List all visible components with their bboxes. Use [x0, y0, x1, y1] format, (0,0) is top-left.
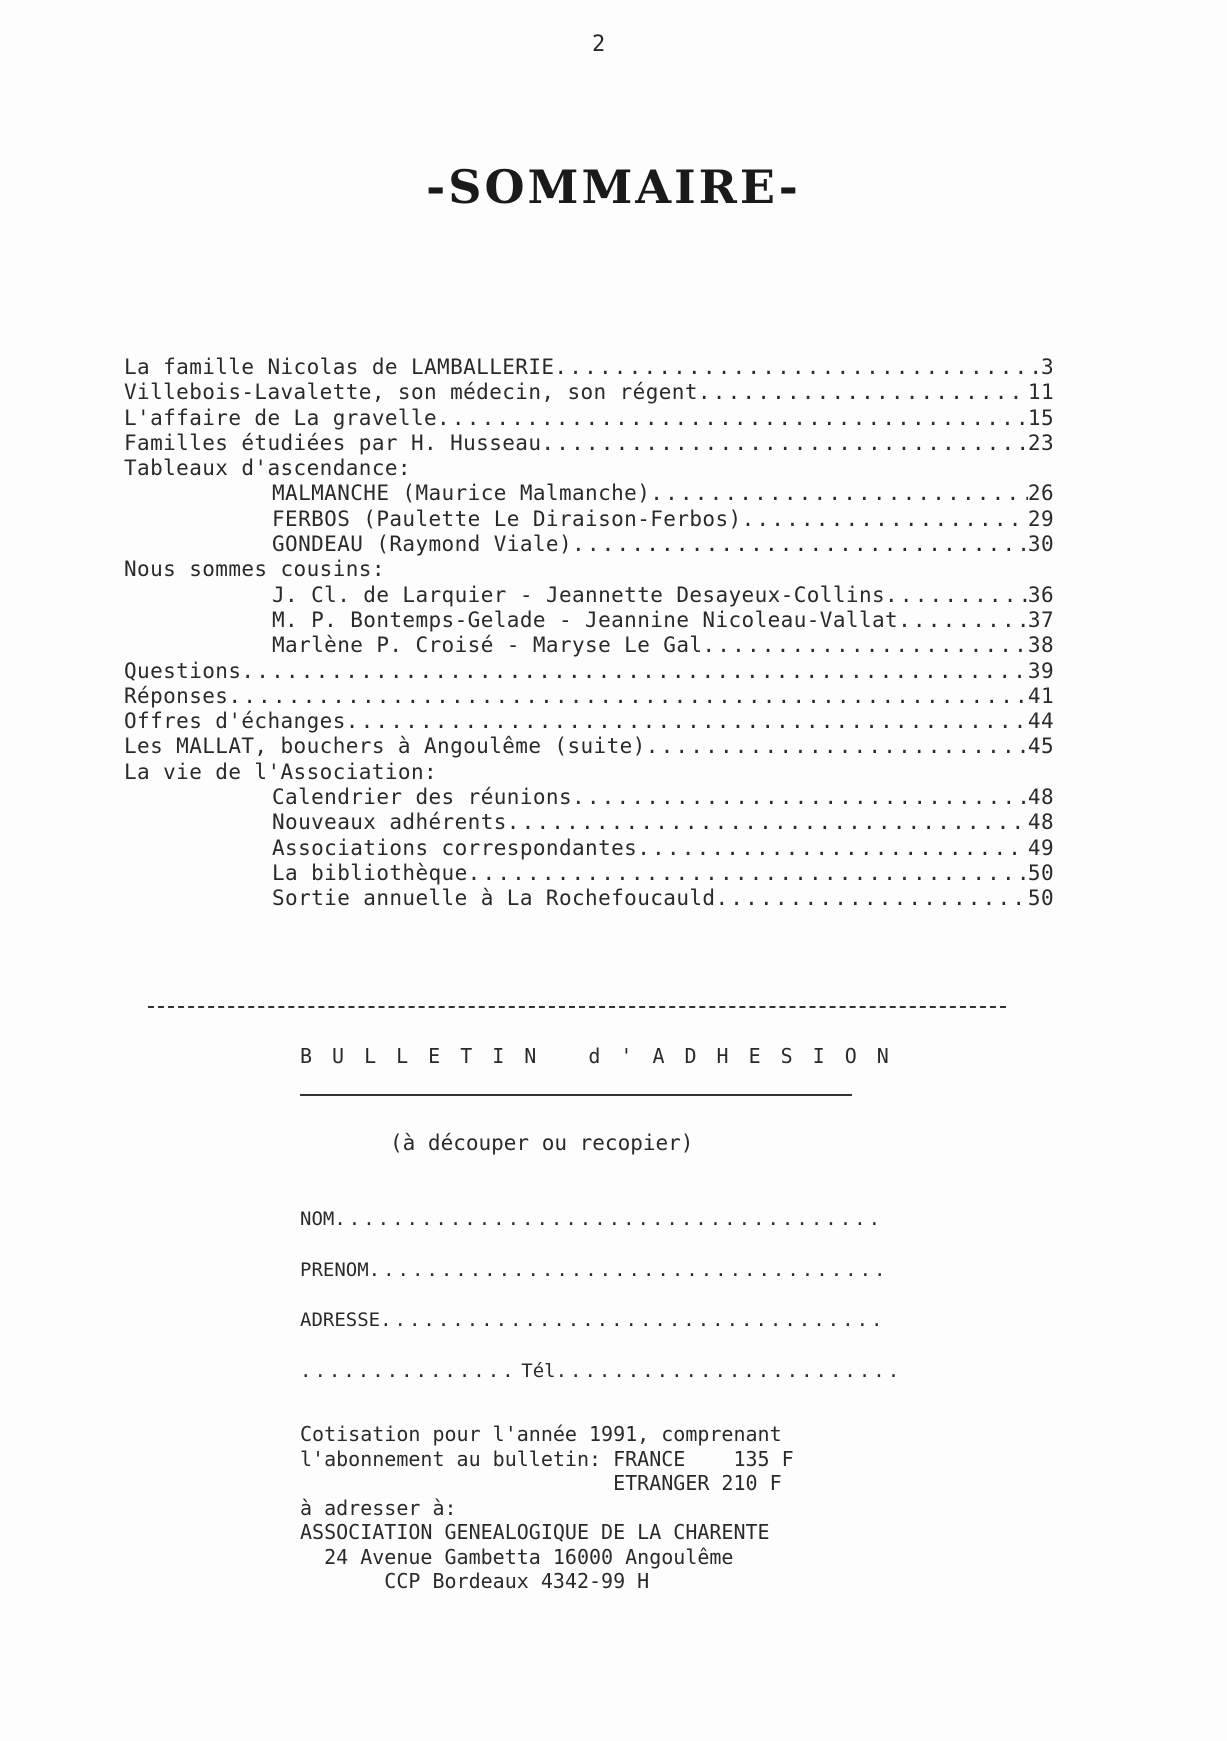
toc-entry-label: La bibliothèque — [272, 860, 468, 885]
toc-leader-dots — [437, 406, 1028, 431]
toc-leader-dots — [554, 355, 1041, 380]
nom-field[interactable] — [300, 1208, 882, 1230]
cut-line — [148, 1006, 1006, 1008]
table-of-contents — [124, 355, 1054, 912]
toc-entry-label: L'affaire de La gravelle — [124, 405, 438, 430]
toc-entry — [124, 380, 1054, 405]
toc-entry-page: 15 — [1027, 405, 1054, 430]
toc-entry-label: Associations correspondantes — [272, 835, 638, 860]
toc-entry-label: Calendrier des réunions — [272, 785, 572, 810]
adresse-dotted-line — [380, 1309, 882, 1331]
toc-leader-dots — [468, 861, 1028, 886]
toc-entry-page: 41 — [1027, 683, 1054, 708]
toc-entry — [124, 734, 1054, 759]
toc-leader-dots — [228, 684, 1028, 709]
nom-label: NOM — [300, 1208, 335, 1230]
toc-entry — [124, 481, 1054, 506]
prenom-field[interactable] — [300, 1259, 882, 1281]
toc-leader-dots — [507, 810, 1028, 835]
prenom-label: PRENOM — [300, 1259, 369, 1281]
toc-entry-page: 49 — [1027, 835, 1054, 860]
toc-entry — [124, 608, 1054, 633]
toc-entry-label: Familles étudiées par H. Husseau — [124, 430, 542, 455]
toc-leader-dots — [742, 507, 1028, 532]
cotisation-line: CCP Bordeaux 4342-99 H — [300, 1569, 650, 1593]
page-title: -SOMMAIRE- — [426, 160, 801, 214]
toc-leader-dots — [885, 583, 1028, 608]
toc-entry — [124, 785, 1054, 810]
toc-leader-dots — [650, 481, 1028, 506]
toc-entry — [124, 810, 1054, 835]
nom-dotted-line — [334, 1208, 882, 1230]
cotisation-line: ETRANGER 210 F — [300, 1471, 782, 1495]
toc-entry-label: Nouveaux adhérents — [272, 810, 507, 835]
toc-leader-dots — [637, 836, 1028, 861]
toc-leader-dots — [702, 633, 1027, 658]
toc-entry-page: 37 — [1027, 607, 1054, 632]
toc-entry-page: 39 — [1027, 658, 1054, 683]
form-title: BULLETIN d'ADHESION — [300, 1044, 909, 1068]
toc-entry-page: 44 — [1027, 709, 1054, 734]
form-subtitle: (à découper ou recopier) — [390, 1131, 694, 1155]
adresse-field[interactable] — [300, 1309, 882, 1331]
toc-entry — [124, 886, 1054, 911]
toc-entry — [124, 355, 1054, 380]
toc-entry-label: Villebois-Lavalette, son médecin, son régent — [124, 380, 698, 405]
toc-entry-label: Questions — [124, 658, 242, 683]
toc-entry-page: 3 — [1040, 355, 1054, 379]
toc-entry-label: J. Cl. de Larquier - Jeannette Desayeux-Collins — [272, 582, 886, 607]
toc-entry-page: 50 — [1027, 860, 1054, 885]
toc-leader-dots — [541, 431, 1028, 456]
toc-entry — [124, 684, 1054, 709]
page-number: 2 — [592, 32, 606, 57]
toc-entry — [124, 431, 1054, 456]
toc-entry-label: M. P. Bontemps-Gelade - Jeannine Nicoleau-Vallat — [272, 607, 899, 632]
adresse-label: ADRESSE — [300, 1309, 381, 1331]
toc-entry — [124, 532, 1054, 557]
toc-entry-page: 36 — [1027, 582, 1054, 607]
toc-entry — [124, 760, 1054, 785]
toc-entry-label: Marlène P. Croisé - Maryse Le Gal — [272, 633, 703, 658]
toc-entry — [124, 456, 1054, 481]
toc-entry — [124, 557, 1054, 582]
toc-entry — [124, 861, 1054, 886]
toc-entry-label: La famille Nicolas de LAMBALLERIE — [124, 355, 555, 379]
toc-leader-dots — [572, 532, 1028, 557]
toc-entry-label: La vie de l'Association: — [124, 759, 438, 784]
address-line-2-dotted-line — [300, 1360, 521, 1382]
toc-entry-page: 38 — [1027, 633, 1054, 658]
toc-entry-page: 11 — [1027, 380, 1054, 405]
toc-leader-dots — [698, 380, 1028, 405]
toc-leader-dots — [898, 608, 1028, 633]
toc-entry-label: Nous sommes cousins: — [124, 557, 385, 582]
cotisation-line: l'abonnement au bulletin: FRANCE 135 F — [300, 1446, 794, 1471]
toc-entry-label: Offres d'échanges — [124, 709, 346, 734]
toc-entry-label: MALMANCHE (Maurice Malmanche) — [272, 481, 651, 506]
toc-entry-label: Les MALLAT, bouchers à Angoulême (suite) — [124, 734, 646, 759]
toc-entry — [124, 507, 1054, 532]
toc-entry-label: Sortie annuelle à La Rochefoucauld — [272, 886, 716, 911]
toc-entry-label: FERBOS (Paulette Le Diraison-Ferbos) — [272, 506, 742, 531]
toc-entry — [124, 633, 1054, 658]
toc-entry-page: 50 — [1027, 886, 1054, 911]
form-title-underline — [300, 1094, 852, 1096]
prenom-dotted-line — [369, 1259, 882, 1281]
toc-entry-label: Tableaux d'ascendance: — [124, 456, 411, 481]
toc-entry-page: 30 — [1027, 532, 1054, 557]
toc-leader-dots — [646, 734, 1028, 759]
toc-entry — [124, 709, 1054, 734]
toc-entry — [124, 659, 1054, 684]
toc-leader-dots — [241, 659, 1028, 684]
toc-leader-dots — [572, 785, 1028, 810]
cotisation-line: à adresser à: — [300, 1495, 457, 1520]
toc-entry-label: Réponses — [124, 683, 229, 708]
toc-entry — [124, 836, 1054, 861]
cotisation-line: ASSOCIATION GENEALOGIQUE DE LA CHARENTE — [300, 1520, 770, 1544]
toc-entry — [124, 583, 1054, 608]
toc-entry-label: GONDEAU (Raymond Viale) — [272, 532, 572, 557]
toc-entry-page: 26 — [1027, 481, 1054, 506]
toc-leader-dots — [346, 709, 1028, 734]
toc-leader-dots — [715, 886, 1027, 911]
tel-label: Tél — [521, 1360, 556, 1382]
cotisation-line: Cotisation pour l'année 1991, comprenant — [300, 1422, 782, 1446]
address-tel-field[interactable] — [300, 1360, 900, 1382]
toc-entry-page: 45 — [1027, 734, 1054, 759]
cotisation-info — [300, 1422, 794, 1594]
toc-entry-page: 48 — [1027, 785, 1054, 810]
toc-entry-page: 48 — [1027, 810, 1054, 835]
toc-entry — [124, 406, 1054, 431]
toc-entry-page: 23 — [1027, 430, 1054, 455]
cotisation-line: 24 Avenue Gambetta 16000 Angoulême — [300, 1544, 734, 1569]
tel-dotted-line — [556, 1360, 900, 1382]
toc-entry-page: 29 — [1027, 506, 1054, 531]
